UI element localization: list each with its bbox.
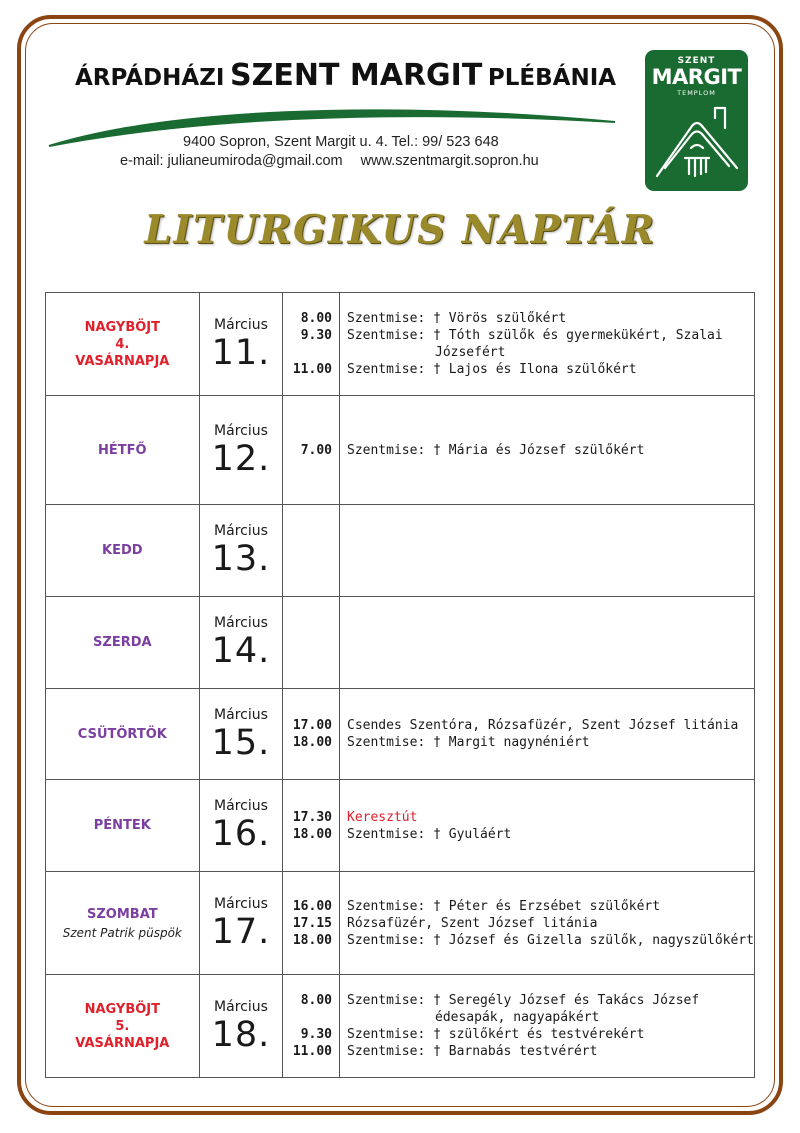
times-cell xyxy=(283,396,340,505)
month-label: Március xyxy=(214,895,268,912)
event-description: Szentmise: † Tóth szülők és gyermekükért, Szalai xyxy=(347,328,723,343)
mass-time: 17.30 xyxy=(292,809,332,825)
day-name-cell xyxy=(46,293,200,396)
times-cell xyxy=(283,780,340,872)
feast-name: Szent Patrik püspök xyxy=(62,926,182,940)
mass-time: 9.30 xyxy=(300,328,332,343)
times-cell xyxy=(283,597,340,689)
mass-time: 8.00 xyxy=(300,993,332,1008)
event-description: Szentmise: † Gyuláért xyxy=(347,826,512,842)
day-name-line: PÉNTEK xyxy=(93,818,151,833)
calendar-row xyxy=(46,689,755,780)
mass-time xyxy=(283,1009,332,1026)
date-cell xyxy=(199,597,283,689)
parish-name xyxy=(75,58,615,93)
date-cell xyxy=(199,396,283,505)
day-name-cell xyxy=(46,780,200,872)
day-name-line: 5. xyxy=(115,1018,130,1034)
parish-prefix: ÁRPÁDHÁZI xyxy=(75,65,225,91)
description-cell xyxy=(340,293,755,396)
day-number: 17. xyxy=(211,911,271,952)
description-cell xyxy=(340,689,755,780)
date-cell xyxy=(199,780,283,872)
description-cell xyxy=(340,872,755,975)
times-cell xyxy=(283,293,340,396)
calendar-row xyxy=(46,293,755,396)
times-cell xyxy=(283,689,340,780)
month-label: Március xyxy=(214,523,268,539)
day-number: 16. xyxy=(211,814,271,854)
event-description: Csendes Szentóra, Rózsafüzér, Szent József litánia xyxy=(347,718,739,733)
description-cell xyxy=(340,780,755,872)
day-name-line: NAGYBÖJT xyxy=(84,319,161,335)
times-cell xyxy=(283,872,340,975)
day-name-cell xyxy=(46,396,200,505)
day-name-cell xyxy=(46,689,200,780)
day-number: 14. xyxy=(211,631,271,671)
event-description: Rózsafüzér, Szent József litánia xyxy=(347,915,598,931)
mass-time: 9.30 xyxy=(300,1027,332,1042)
logo-top-text: SZENT xyxy=(677,56,716,66)
church-drawing-icon xyxy=(645,98,748,188)
day-name-line: SZERDA xyxy=(93,635,152,650)
description-cell xyxy=(340,396,755,505)
times-cell xyxy=(283,505,340,597)
date-cell xyxy=(199,293,283,396)
day-name-line: SZOMBAT xyxy=(87,907,158,922)
event-description: Szentmise: † szülőkért és testvérekért xyxy=(347,1027,645,1042)
event-description: Szentmise: † Barnabás testvérért xyxy=(347,1044,598,1059)
event-description: édesapák, nagyapákért xyxy=(435,1010,600,1025)
day-number: 15. xyxy=(211,722,271,763)
page-title: LITURGIKUS NAPTÁR xyxy=(144,207,656,253)
mass-time: 7.00 xyxy=(300,442,332,458)
month-label: Március xyxy=(214,998,268,1015)
logo-bottom-text: TEMPLOM xyxy=(677,89,716,97)
description-cell xyxy=(340,975,755,1078)
address-line: 9400 Sopron, Szent Margit u. 4. Tel.: 99/ 523 648 xyxy=(183,134,499,150)
description-cell xyxy=(340,505,755,597)
date-cell xyxy=(199,975,283,1078)
event-description: Szentmise: † Seregély József és Takács József xyxy=(347,993,700,1008)
calendar-table xyxy=(45,292,755,1078)
event-description: Szentmise: † Mária és József szülőkért xyxy=(347,442,645,458)
calendar-row xyxy=(46,780,755,872)
event-description: Szentmise: † Lajos és Ilona szülőkért xyxy=(347,362,637,377)
day-name-cell xyxy=(46,597,200,689)
event-description: Szentmise: † József és Gizella szülők, nagyszülőkért xyxy=(347,932,754,948)
mass-time: 17.15 xyxy=(292,915,332,931)
calendar-row xyxy=(46,872,755,975)
date-cell xyxy=(199,505,283,597)
day-name-line: VASÁRNAPJA xyxy=(75,1035,170,1051)
month-label: Március xyxy=(214,615,268,631)
day-name-line: HÉTFŐ xyxy=(98,442,147,458)
event-description: Szentmise: † Margit nagynéniért xyxy=(347,735,590,750)
mass-time: 17.00 xyxy=(292,718,332,733)
day-name-line: KEDD xyxy=(102,543,143,558)
date-cell xyxy=(199,872,283,975)
event-description: Józsefért xyxy=(435,345,506,360)
day-name-cell xyxy=(46,505,200,597)
event-description: Keresztút xyxy=(347,809,418,825)
day-name-line: VASÁRNAPJA xyxy=(75,353,170,369)
website-text: www.szentmargit.sopron.hu xyxy=(360,153,539,169)
parish-suffix: PLÉBÁNIA xyxy=(487,65,617,91)
day-name-cell xyxy=(46,975,200,1078)
email-text: e-mail: julianeumiroda@gmail.com xyxy=(120,153,343,169)
mass-time: 11.00 xyxy=(292,362,332,377)
mass-time: 18.00 xyxy=(292,735,332,750)
mass-time: 16.00 xyxy=(292,898,332,914)
day-number: 18. xyxy=(211,1014,271,1055)
times-cell xyxy=(283,975,340,1078)
day-number: 13. xyxy=(211,539,271,579)
mass-time: 18.00 xyxy=(292,826,332,842)
event-description: Szentmise: † Vörös szülőkért xyxy=(347,311,567,326)
contact-line xyxy=(120,153,539,169)
month-label: Március xyxy=(214,316,268,333)
church-logo xyxy=(645,50,748,191)
month-label: Március xyxy=(214,798,268,814)
day-name-line: 4. xyxy=(115,336,130,352)
date-cell xyxy=(199,689,283,780)
calendar-row xyxy=(46,975,755,1078)
event-description: Szentmise: † Péter és Erzsébet szülőkért xyxy=(347,898,661,914)
mass-time: 8.00 xyxy=(300,311,332,326)
mass-time: 11.00 xyxy=(292,1044,332,1059)
logo-main-text: MARGIT xyxy=(651,65,742,89)
description-cell xyxy=(340,597,755,689)
mass-time xyxy=(283,344,332,361)
calendar-row xyxy=(46,505,755,597)
month-label: Március xyxy=(214,422,268,439)
calendar-row xyxy=(46,597,755,689)
day-name-line: NAGYBÖJT xyxy=(84,1001,161,1017)
day-name-cell xyxy=(46,872,200,975)
calendar-row xyxy=(46,396,755,505)
day-number: 11. xyxy=(211,332,271,373)
day-name-line: CSÜTÖRTÖK xyxy=(77,726,167,742)
month-label: Március xyxy=(214,706,268,723)
mass-time: 18.00 xyxy=(292,932,332,948)
day-number: 12. xyxy=(211,438,271,479)
parish-main: SZENT MARGIT xyxy=(230,58,483,93)
